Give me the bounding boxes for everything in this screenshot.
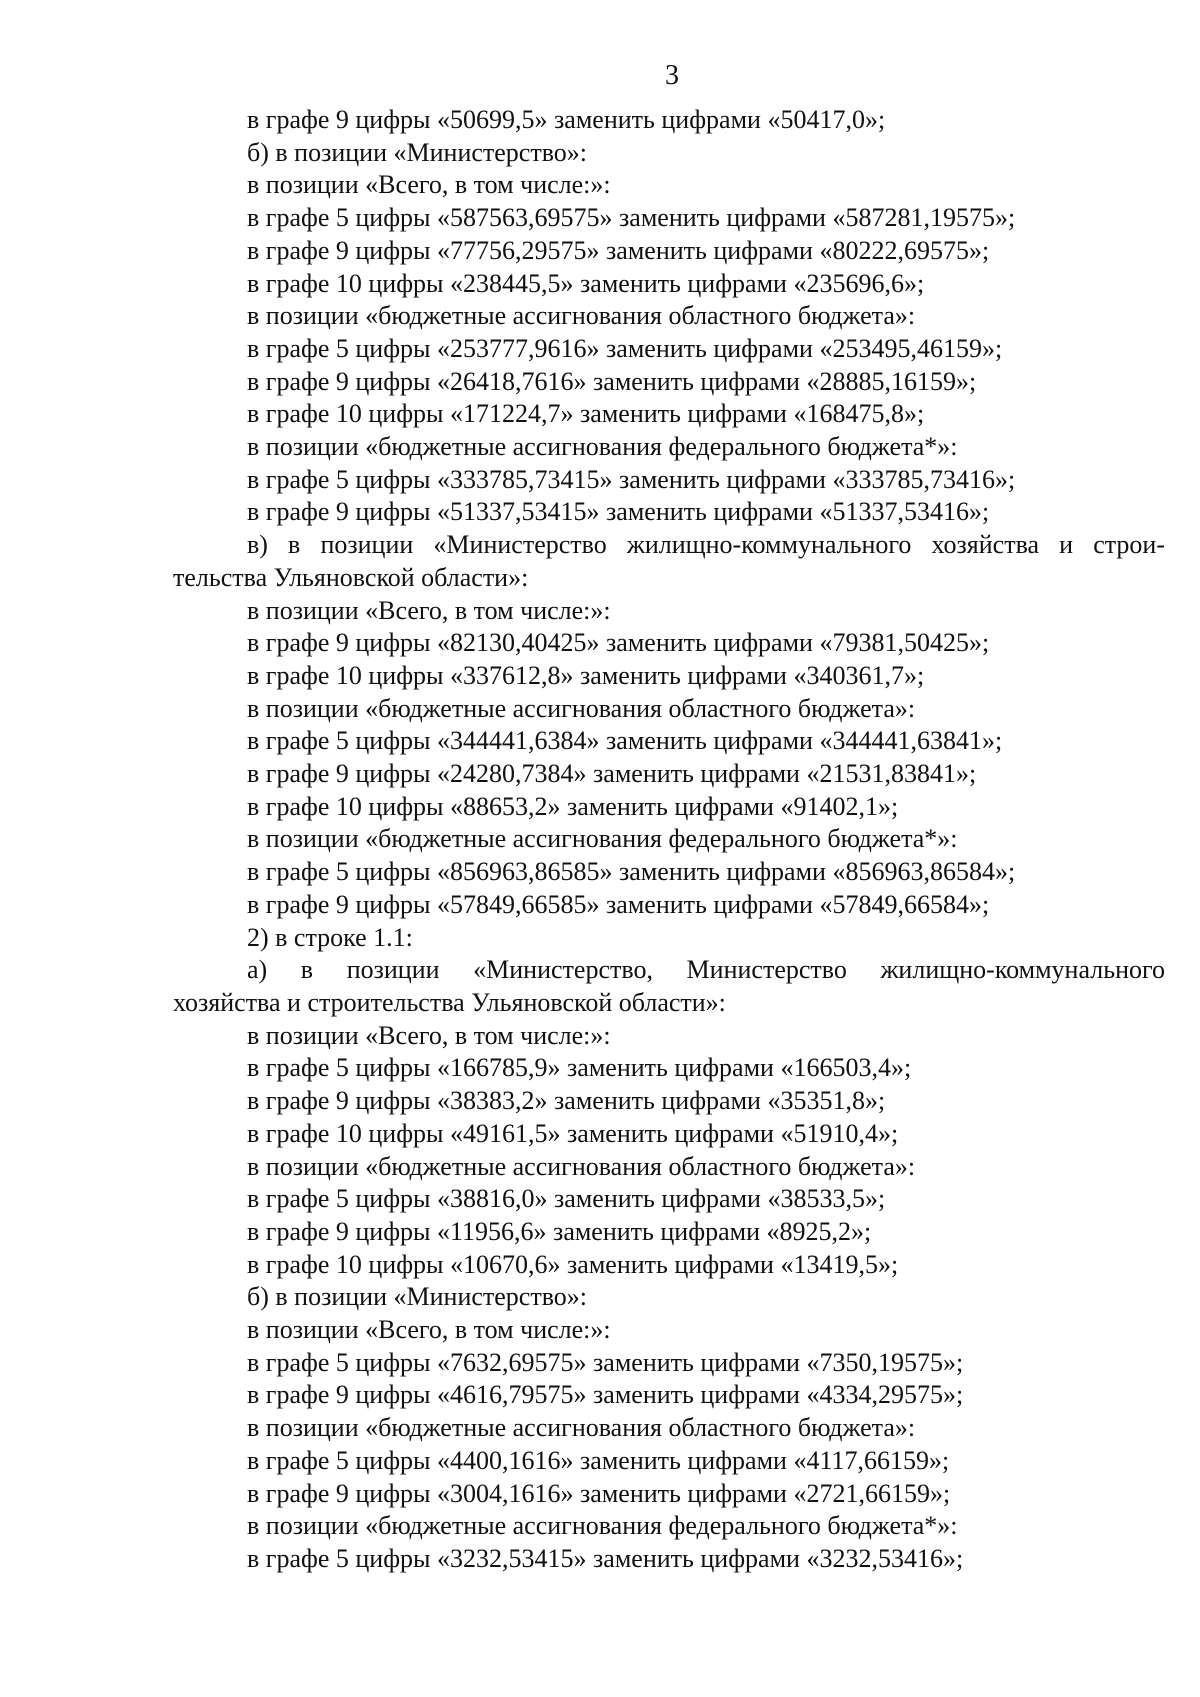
text-line: в графе 9 цифры «77756,29575» заменить цифрами «80222,69575»;	[247, 235, 990, 265]
text-line: в графе 5 цифры «856963,86585» заменить цифрами «856963,86584»;	[247, 857, 1016, 887]
text-line: в графе 5 цифры «7632,69575» заменить цифрами «7350,19575»;	[247, 1347, 964, 1377]
text-line: в графе 5 цифры «344441,6384» заменить цифрами «344441,63841»;	[247, 726, 1003, 756]
text-line: в графе 9 цифры «11956,6» заменить цифрами «8925,2»;	[247, 1216, 872, 1246]
text-line: в позиции «Всего, в том числе:»:	[247, 1020, 611, 1050]
text-line: в позиции «бюджетные ассигнования федерального бюджета*»:	[247, 824, 958, 854]
text-line: в графе 5 цифры «38816,0» заменить цифрами «38533,5»;	[247, 1184, 886, 1214]
text-line: в графе 10 цифры «49161,5» заменить цифрами «51910,4»;	[247, 1118, 899, 1148]
page-number: 3	[665, 60, 679, 91]
text-line: тельства Ульяновской области»:	[173, 562, 529, 592]
text-line: а) в позиции «Министерство, Министерство жилищно-коммунального	[247, 955, 1165, 985]
text-line: 2) в строке 1.1:	[247, 922, 413, 952]
text-line: в позиции «бюджетные ассигнования областного бюджета»:	[247, 301, 916, 331]
text-line: в) в позиции «Министерство жилищно-коммунального хозяйства и строи-	[247, 530, 1165, 560]
text-line: в графе 9 цифры «24280,7384» заменить цифрами «21531,83841»;	[247, 759, 977, 789]
text-line: в позиции «бюджетные ассигнования областного бюджета»:	[247, 1151, 916, 1181]
text-line: в позиции «бюджетные ассигнования областного бюджета»:	[247, 1413, 916, 1443]
text-line: в графе 9 цифры «51337,53415» заменить цифрами «51337,53416»;	[247, 497, 990, 527]
text-line: в графе 9 цифры «26418,7616» заменить цифрами «28885,16159»;	[247, 366, 977, 396]
text-line: в графе 9 цифры «4616,79575» заменить цифрами «4334,29575»;	[247, 1380, 964, 1410]
text-line: в позиции «Всего, в том числе:»:	[247, 1315, 611, 1345]
text-line: в графе 5 цифры «333785,73415» заменить цифрами «333785,73416»;	[247, 464, 1016, 494]
text-line: в графе 9 цифры «82130,40425» заменить цифрами «79381,50425»;	[247, 628, 990, 658]
text-line: в графе 9 цифры «50699,5» заменить цифрами «50417,0»;	[247, 105, 886, 134]
text-line: в графе 5 цифры «253777,9616» заменить цифрами «253495,46159»;	[247, 333, 1003, 363]
text-line: в графе 9 цифры «38383,2» заменить цифрами «35351,8»;	[247, 1086, 886, 1116]
text-line: в позиции «бюджетные ассигнования федерального бюджета*»:	[247, 1511, 958, 1541]
text-line: в графе 10 цифры «337612,8» заменить цифрами «340361,7»;	[247, 660, 925, 690]
text-line: в графе 9 цифры «57849,66585» заменить цифрами «57849,66584»;	[247, 889, 990, 919]
text-line: в графе 5 цифры «4400,1616» заменить цифрами «4117,66159»;	[247, 1445, 950, 1475]
text-line: хозяйства и строительства Ульяновской области»:	[173, 987, 726, 1017]
text-line: в позиции «бюджетные ассигнования областного бюджета»:	[247, 693, 916, 723]
text-line: в графе 10 цифры «238445,5» заменить цифрами «235696,6»;	[247, 268, 925, 298]
text-line: в графе 9 цифры «3004,1616» заменить цифрами «2721,66159»;	[247, 1478, 951, 1508]
text-line: в графе 5 цифры «587563,69575» заменить цифрами «587281,19575»;	[247, 203, 1016, 233]
document-body	[173, 104, 1165, 1576]
text-line: б) в позиции «Министерство»:	[247, 137, 588, 167]
text-line: в графе 5 цифры «166785,9» заменить цифрами «166503,4»;	[247, 1053, 912, 1083]
text-line: в позиции «Всего, в том числе:»:	[247, 595, 611, 625]
text-line: в графе 10 цифры «171224,7» заменить цифрами «168475,8»;	[247, 399, 925, 429]
text-line: б) в позиции «Министерство»:	[247, 1282, 588, 1312]
text-line: в графе 10 цифры «88653,2» заменить цифрами «91402,1»;	[247, 791, 899, 821]
text-line: в позиции «Всего, в том числе:»:	[247, 170, 611, 200]
text-line: в графе 10 цифры «10670,6» заменить цифрами «13419,5»;	[247, 1249, 899, 1279]
text-line: в графе 5 цифры «3232,53415» заменить цифрами «3232,53416»;	[247, 1543, 964, 1573]
text-line: в позиции «бюджетные ассигнования федерального бюджета*»:	[247, 432, 958, 462]
